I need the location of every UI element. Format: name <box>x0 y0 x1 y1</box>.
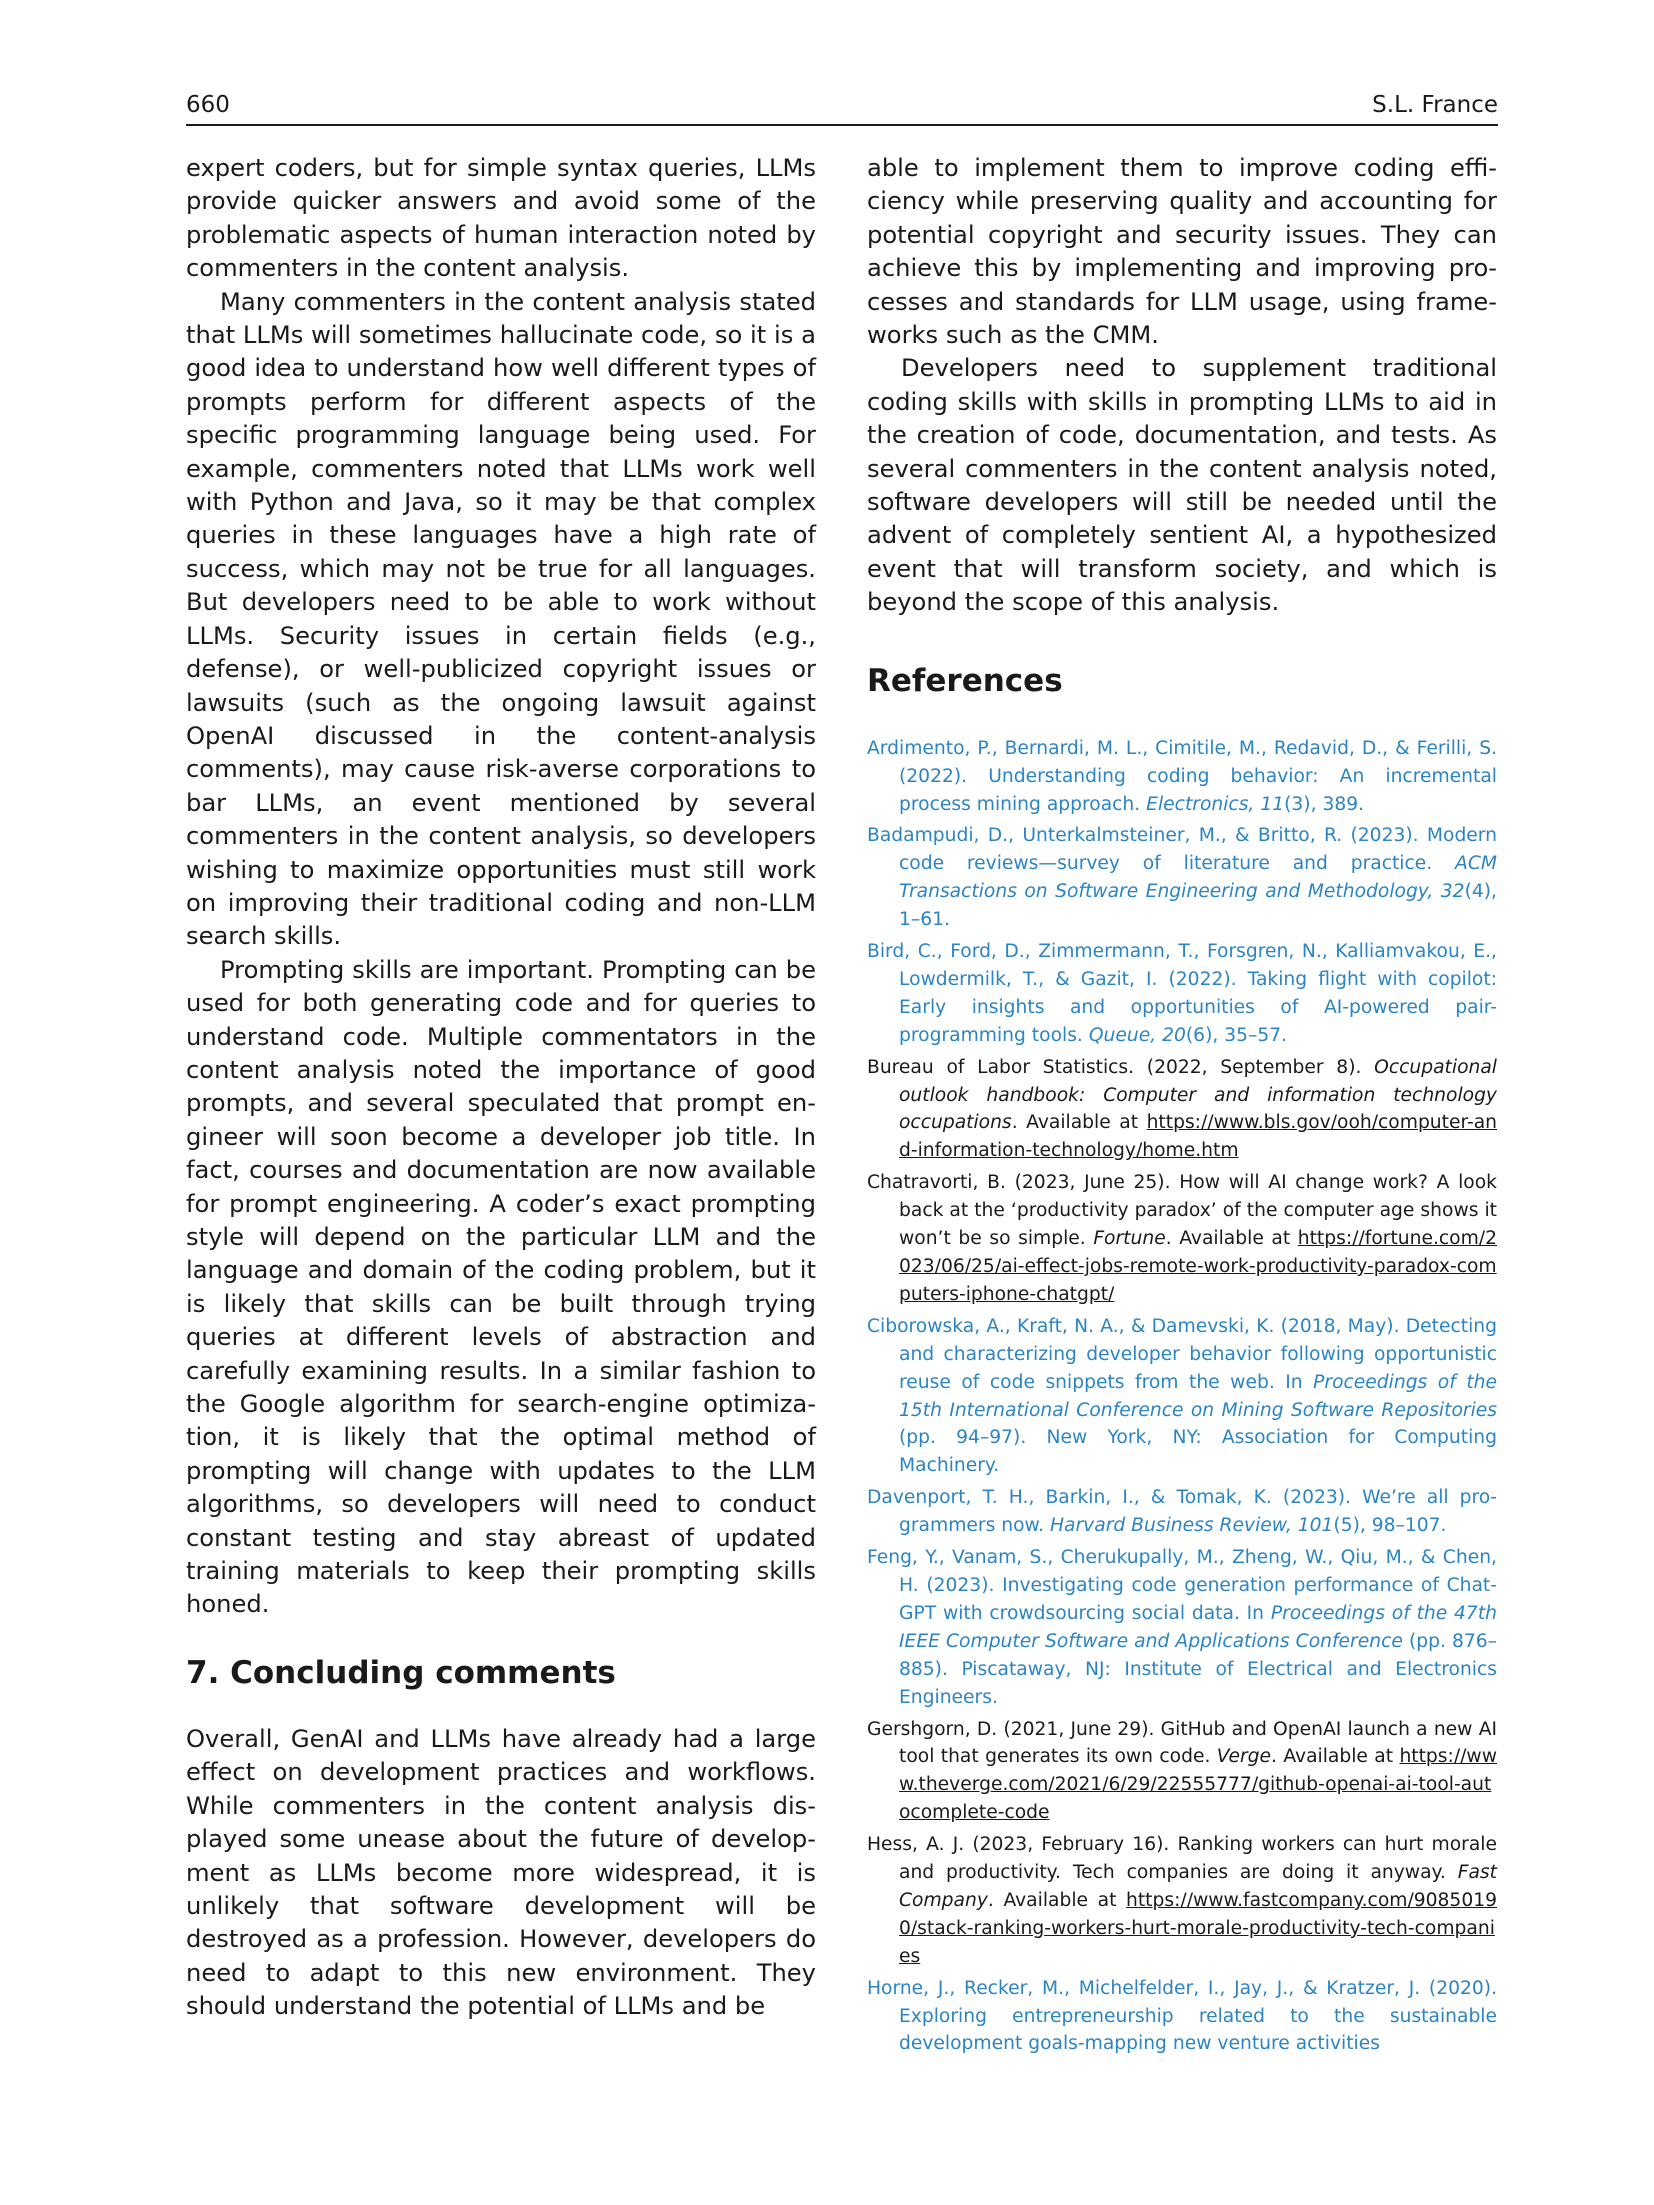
body-paragraph: Developers need to supplement traditional coding skills with skills in prompting LLMs to aid in the creation of code, documentation, and tests. As several commenters in the content analysis noted, software developers will still be needed until the advent of completely sentient AI, a hypothesized event that will transform society, and which is beyond the scope of this analysis. <box>867 354 1497 617</box>
reference-item[interactable]: Horne, J., Recker, M., Michelfelder, I., Jay, J., & Kratzer, J. (2020). Exploring entrepreneurship related to the sustainable development goals-mapping new venture activities <box>867 1977 1497 2055</box>
body-paragraph: Prompting skills are important. Prompting can be used for both generating code and for queries to understand code. Multiple commentators in the content analysis noted the importance of good prompts, and several speculated that prompt engineer will soon become a developer job title. In fact, courses and documentation are now available for prompt engineering. A coder’s exact prompting style will depend on the particular LLM and the language and domain of the coding problem, but it is likely that skills can be built through trying queries at different levels of abstraction and carefully examining results. In a similar fashion to the Google algorithm for search-engine optimization, it is likely that the optimal method of prompting will change with updates to the LLM algorithms, so developers will need to conduct constant testing and stay abreast of updated training materials to keep their prompting skills honed. <box>186 955 816 1619</box>
reference-item[interactable]: Badampudi, D., Unterkalmsteiner, M., & Britto, R. (2023). Modern code reviews—survey of literature and practice. ACM Transactions on Software Engineering and Methodology, 32(4), 1–61. <box>867 825 1497 931</box>
reference-item[interactable]: Bird, C., Ford, D., Zimmermann, T., Forsgren, N., Kalliamvakou, E., Lowdermilk, T., & Gazit, I. (2022). Taking flight with copilot: Early insights and opportunities of AI-powered pair-programming tools. Queue, 20(6), 35–57. <box>867 941 1497 1046</box>
reference-item: Gershgorn, D. (2021, June 29). GitHub and OpenAI launch a new AI tool that generates its own code. Verge. Available at https://www.theverge.com/2021/6/29/22555777/github-openai-ai-tool-autocomplete-code <box>867 1718 1497 1824</box>
reference-item: Hess, A. J. (2023, February 16). Ranking workers can hurt morale and productivity. Tech companies are doing it anyway. Fast Company. Available at https://www.fastcompany.com/90850190/stack-ranking-workers-hurt-morale-productivity-tech-companies <box>867 1834 1497 1967</box>
reference-list <box>867 735 1497 2059</box>
body-paragraph: expert coders, but for simple syntax queries, LLMs provide quicker answers and avoid some of the problematic aspects of human interaction noted by commenters in the content analysis. <box>186 154 816 283</box>
reference-item: Bureau of Labor Statistics. (2022, September 8). Occupational outlook handbook: Computer and information technology occupations. Available at https://www.bls.gov/ooh/computer-and-information-technology/home.htm <box>867 1056 1497 1162</box>
right-column <box>867 152 1497 2062</box>
references-heading: References <box>867 662 1063 699</box>
running-author: S.L. France <box>1372 92 1498 118</box>
left-column <box>186 152 816 2024</box>
reference-url-link[interactable]: https://www.bls.gov/ooh/computer-and-information-technology/home.htm <box>899 1112 1497 1162</box>
reference-item: Chatravorti, B. (2023, June 25). How will AI change work? A look back at the ‘productivity paradox’ of the computer age shows it won’t be so simple. Fortune. Available at https://fortune.com/2023/06/25/ai-effect-jobs-remote-work-productivity-paradox-computers-iphone-chatgpt/ <box>867 1172 1497 1305</box>
page-header <box>186 88 1498 126</box>
reference-url-link[interactable]: https://fortune.com/2023/06/25/ai-effect-jobs-remote-work-productivity-paradox-computers-iphone-chatgpt/ <box>899 1228 1497 1305</box>
reference-item[interactable]: Davenport, T. H., Barkin, I., & Tomak, K. (2023). We’re all programmers now. Harvard Business Review, 101(5), 98–107. <box>867 1487 1497 1537</box>
body-paragraph: able to implement them to improve coding efficiency while preserving quality and accounting for potential copyright and security issues. They can achieve this by implementing and improving processes and standards for LLM usage, using frameworks such as the CMM. <box>867 154 1497 350</box>
body-paragraph: Many commenters in the content analysis stated that LLMs will sometimes hallucinate code, so it is a good idea to understand how well different types of prompts perform for different aspects of the specific programming language being used. For example, commenters noted that LLMs work well with Python and Java, so it may be that complex queries in these languages have a high rate of success, which may not be true for all languages. But developers need to be able to work without LLMs. Security issues in certain fields (e.g., defense), or well-publicized copyright issues or lawsuits (such as the ongoing lawsuit against OpenAI discussed in the content-analysis comments), may cause risk-averse corporations to bar LLMs, an event mentioned by several commenters in the content analysis, so developers wishing to maximize opportunities must still work on improving their traditional coding and non-LLM search skills. <box>186 287 816 951</box>
reference-item[interactable]: Feng, Y., Vanam, S., Cherukupally, M., Zheng, W., Qiu, M., & Chen, H. (2023). Investigating code generation performance of Chat-GPT with crowdsourcing social data. In Proceedings of the 47th IEEE Computer Software and Applications Conference (pp. 876–885). Piscataway, NJ: Institute of Electrical and Electronics Engineers. <box>867 1547 1497 1708</box>
reference-item[interactable]: Ciborowska, A., Kraft, N. A., & Damevski, K. (2018, May). Detecting and characterizing developer behavior following opportunistic reuse of code snippets from the web. In Proceedings of the 15th International Conference on Mining Software Repositories (pp. 94–97). New York, NY: Association for Computing Machinery. <box>867 1315 1497 1477</box>
body-paragraph: Overall, GenAI and LLMs have already had a large effect on development practices and workflows. While commenters in the content analysis displayed some unease about the future of development as LLMs become more widespread, it is unlikely that software development will be destroyed as a profession. However, developers do need to adapt to this new environment. They should understand the potential of LLMs and be <box>186 1724 816 2021</box>
section-heading: 7. Concluding comments <box>186 1654 616 1691</box>
reference-url-link[interactable]: https://www.fastcompany.com/90850190/stack-ranking-workers-hurt-morale-productivity-tech-companies <box>899 1889 1497 1967</box>
reference-url-link[interactable]: https://www.theverge.com/2021/6/29/22555777/github-openai-ai-tool-autocomplete-code <box>899 1746 1497 1824</box>
reference-item[interactable]: Ardimento, P., Bernardi, M. L., Cimitile, M., Redavid, D., & Ferilli, S. (2022). Understanding coding behavior: An incremental process mining approach. Electronics, 11(3), 389. <box>867 737 1497 815</box>
page-number: 660 <box>186 92 230 118</box>
